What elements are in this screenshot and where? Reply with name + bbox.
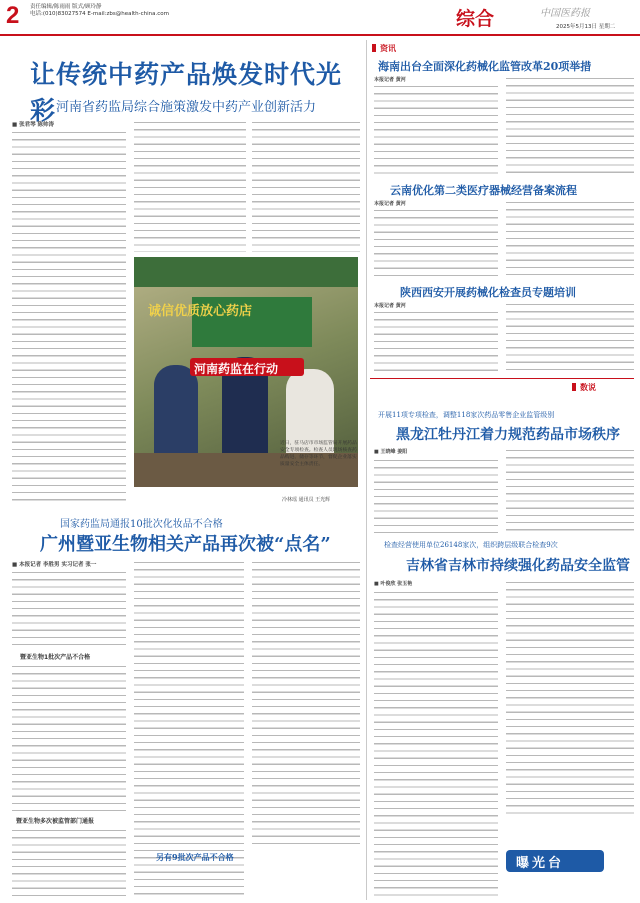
- lead-body-col-1: [12, 130, 126, 502]
- lead-headline[interactable]: 让传统中药产品焕发时代光彩: [30, 60, 343, 125]
- news1-body-col-2: [506, 76, 634, 176]
- news5-body-col-1: [374, 590, 498, 898]
- news2-headline[interactable]: 云南优化第二类医疗器械经营备案流程: [390, 184, 577, 197]
- news5-body-col-2: [506, 580, 634, 816]
- column-divider: [366, 40, 367, 900]
- story2-body-col-1b: [12, 664, 126, 812]
- news5-author: ■ 叶俊欣 张玉艳: [374, 581, 413, 587]
- news-label: 资讯: [380, 44, 396, 53]
- news3-author: 本报记者 黄河: [374, 303, 406, 309]
- news3-body-col-1: [374, 310, 498, 372]
- exposure-banner-text: 曝光台: [516, 856, 565, 871]
- news2-author: 本报记者 黄河: [374, 201, 406, 207]
- masthead: [0, 0, 640, 34]
- photo-caption: 近日，驻马店市市场监管局开展药品安全专项检查。检查人员现场核查药品购进、储存等环节，督促企业落实质量安全主体责任。: [280, 441, 357, 467]
- photo-sign-text: 诚信优质放心药店: [148, 304, 253, 319]
- editor-info: 责任编辑/陈雨雨 版式/顾玲静: [30, 4, 102, 10]
- story2-subhead-1: 暨亚生物1批次产品不合格: [20, 654, 91, 661]
- lead-byline: ■ 张君琴 陈帅涛: [12, 122, 55, 128]
- news4-author: ■ 王晓峰 姜阳: [374, 449, 408, 455]
- story2-kicker: 国家药监局通报10批次化妆品不合格: [60, 519, 223, 530]
- masthead-rule: [0, 34, 640, 36]
- story2-body-col-2: [134, 560, 244, 898]
- numbers-label-marker: [572, 383, 576, 391]
- news5-headline[interactable]: 吉林省吉林市持续强化药品安全监管: [406, 558, 630, 574]
- story2-headline[interactable]: 广州暨亚生物相关产品再次被“点名”: [40, 534, 331, 555]
- news3-body-col-2: [506, 302, 634, 372]
- page-number: 2: [6, 2, 20, 29]
- photo-badge-text: 河南药监在行动: [194, 362, 279, 376]
- masthead-info: [30, 4, 169, 18]
- numbers-label: 数说: [580, 383, 596, 392]
- paper-logo: 中国医药报: [540, 8, 590, 19]
- news4-body-col-2: [506, 448, 634, 534]
- news4-kicker: 开展11项专项检查，调整118家次药品零售企业监管级别: [378, 411, 555, 419]
- news4-headline[interactable]: 黑龙江牡丹江着力规范药品市场秩序: [396, 427, 620, 443]
- story2-byline: ■ 本报记者 李胜男 实习记者 张一: [12, 562, 97, 568]
- contact-info: 电话:(010)83027574 E-mail:zbs@health-china.com: [30, 11, 170, 17]
- numbers-rule: [370, 378, 634, 379]
- news3-headline[interactable]: 陕西西安开展药械化检查员专题培训: [400, 286, 576, 299]
- news1-headline[interactable]: 海南出台全面深化药械化监管改革20项举措: [378, 60, 592, 73]
- news2-body-col-1: [374, 208, 498, 278]
- news5-kicker: 检查经营使用单位26148家次，组织跨层级联合检查9次: [384, 541, 558, 549]
- issue-date: 2025年5月13日 星期二: [556, 24, 616, 30]
- section-name: 综合: [456, 8, 495, 30]
- story2-body-col-3: [252, 560, 360, 846]
- news4-body-col-1: [374, 458, 498, 534]
- news1-body-col-1: [374, 84, 498, 176]
- news1-author: 本报记者 黄河: [374, 77, 406, 83]
- lead-subheadline: 河南省药监局综合施策激发中药产业创新活力: [56, 100, 317, 115]
- story3-headline[interactable]: 另有9批次产品不合格: [156, 852, 234, 862]
- lead-body-col-2: [134, 120, 246, 252]
- news2-body-col-2: [506, 200, 634, 278]
- story2-subhead-2: 暨亚生物多次被监管部门通报: [16, 818, 95, 825]
- news-label-marker: [372, 44, 376, 52]
- photo-credit: 冷林瑶 通讯员 王光辉: [282, 497, 331, 503]
- lead-body-col-3: [252, 120, 360, 252]
- story2-body-col-1a: [12, 570, 126, 646]
- story2-body-col-1c: [12, 828, 126, 898]
